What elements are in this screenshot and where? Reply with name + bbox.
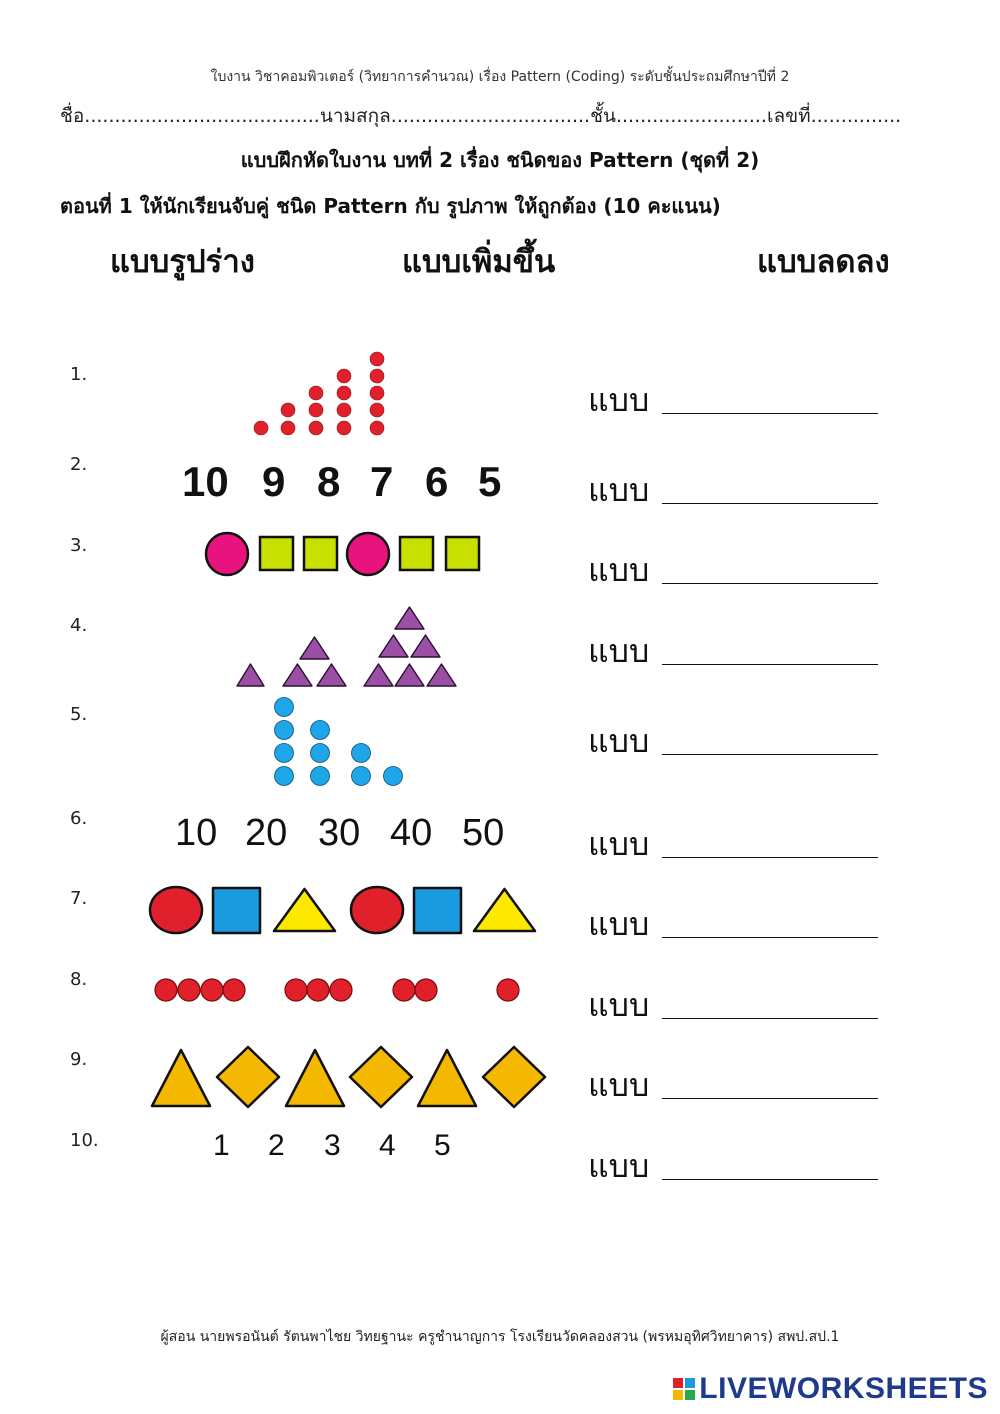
student-info-line: ชื่อ.......................................นามสกุล.................................ชั้น.........................เลขที่............... <box>60 105 902 127</box>
dot <box>281 403 295 417</box>
answer-blank-2[interactable] <box>588 456 878 508</box>
triangle <box>395 664 424 686</box>
triangle-shape <box>418 1050 476 1106</box>
answer-line[interactable] <box>662 1018 878 1019</box>
dot <box>309 403 323 417</box>
answer-blank-9[interactable] <box>588 1051 878 1103</box>
sequence-number: 50 <box>462 812 505 854</box>
decreasing-dots-image <box>268 692 408 790</box>
dot <box>370 403 384 417</box>
sequence-number: 10 <box>182 458 229 505</box>
circle-shape <box>347 533 389 575</box>
square-shape <box>400 537 433 570</box>
answer-line[interactable] <box>662 1098 878 1099</box>
dot <box>309 421 323 435</box>
item-number: 5. <box>70 704 88 725</box>
sequence-number: 5 <box>434 1129 451 1162</box>
dot <box>330 979 352 1001</box>
dot <box>201 979 223 1001</box>
sequence-number: 1 <box>213 1129 230 1162</box>
sequence-number: 20 <box>245 812 288 854</box>
answer-label: แบบ <box>588 1147 650 1185</box>
dot <box>155 979 177 1001</box>
option-decreasing-pattern[interactable]: แบบลดลง <box>757 244 890 280</box>
increasing-triangles-image <box>232 602 462 690</box>
square-shape <box>304 537 337 570</box>
answer-label: แบบ <box>588 632 650 670</box>
liveworksheets-icon <box>673 1378 695 1400</box>
dot <box>352 767 371 786</box>
triangle-shape <box>274 889 335 931</box>
answer-label: แบบ <box>588 1066 650 1104</box>
answer-label: แบบ <box>588 986 650 1024</box>
triangle <box>379 635 408 657</box>
circle-shape <box>206 533 248 575</box>
worksheet-subject-line: ใบงาน วิชาคอมพิวเตอร์ (วิทยาการคำนวณ) เรื่อง Pattern (Coding) ระดับชั้นประถมศึกษาปีที่ 2 <box>210 69 790 85</box>
shape-pattern-circle-square-triangle <box>146 883 538 939</box>
dot <box>311 744 330 763</box>
item-number: 4. <box>70 615 88 636</box>
square-shape <box>414 888 461 933</box>
answer-label: แบบ <box>588 905 650 943</box>
dot <box>370 352 384 366</box>
triangle <box>317 664 346 686</box>
item-number: 8. <box>70 969 88 990</box>
answer-blank-3[interactable] <box>588 536 878 588</box>
item-number: 10. <box>70 1130 99 1151</box>
answer-blank-7[interactable] <box>588 890 878 942</box>
dot <box>337 369 351 383</box>
item-number: 3. <box>70 535 88 556</box>
triangle <box>427 664 456 686</box>
dot <box>370 386 384 400</box>
square-shape <box>213 888 260 933</box>
answer-line[interactable] <box>662 937 878 938</box>
dot <box>337 386 351 400</box>
answer-blank-5[interactable] <box>588 707 878 759</box>
sequence-number: 30 <box>318 812 361 854</box>
triangle-shape <box>286 1050 344 1106</box>
liveworksheets-logo[interactable] <box>673 1372 988 1406</box>
dot <box>497 979 519 1001</box>
brand-name: LIVEWORKSHEETS <box>699 1372 988 1405</box>
shape-pattern-triangle-diamond <box>148 1044 548 1110</box>
sequence-number: 2 <box>268 1129 285 1162</box>
worksheet-title: แบบฝึกหัดใบงาน บทที่ 2 เรื่อง ชนิดของ Pattern (ชุดที่ 2) <box>240 148 760 172</box>
sequence-number: 9 <box>262 458 286 505</box>
dot <box>370 369 384 383</box>
answer-label: แบบ <box>588 551 650 589</box>
answer-line[interactable] <box>662 754 878 755</box>
sequence-number: 4 <box>379 1129 396 1162</box>
decreasing-dot-groups-image <box>152 975 524 1005</box>
diamond-shape <box>483 1047 545 1107</box>
answer-label: แบบ <box>588 825 650 863</box>
diamond-shape <box>217 1047 279 1107</box>
dot <box>384 767 403 786</box>
sequence-number: 10 <box>175 812 218 854</box>
answer-line[interactable] <box>662 503 878 504</box>
dot <box>281 421 295 435</box>
dot <box>352 744 371 763</box>
item-number: 2. <box>70 454 88 475</box>
answer-line[interactable] <box>662 413 878 414</box>
triangle <box>395 607 424 629</box>
answer-line[interactable] <box>662 857 878 858</box>
item-number: 6. <box>70 808 88 829</box>
square-shape <box>260 537 293 570</box>
dot <box>254 421 268 435</box>
answer-blank-1[interactable] <box>588 366 878 418</box>
dot <box>309 386 323 400</box>
dot <box>307 979 329 1001</box>
dot <box>337 421 351 435</box>
circle-shape <box>351 887 403 933</box>
answer-line[interactable] <box>662 664 878 665</box>
dot <box>415 979 437 1001</box>
answer-label: แบบ <box>588 722 650 760</box>
dot <box>223 979 245 1001</box>
sequence-number: 3 <box>324 1129 341 1162</box>
dot <box>178 979 200 1001</box>
dot <box>275 767 294 786</box>
square-shape <box>446 537 479 570</box>
dot <box>275 721 294 740</box>
dot <box>393 979 415 1001</box>
dot <box>275 698 294 717</box>
option-increasing-pattern[interactable]: แบบเพิ่มขึ้น <box>402 244 556 280</box>
dot <box>285 979 307 1001</box>
sequence-number: 40 <box>390 812 433 854</box>
instruction: ตอนที่ 1 ให้นักเรียนจับคู่ ชนิด Pattern กับ รูปภาพ ให้ถูกต้อง (10 คะแนน) <box>60 194 721 218</box>
diamond-shape <box>350 1047 412 1107</box>
sequence-number: 6 <box>425 458 449 505</box>
answer-label: แบบ <box>588 381 650 419</box>
sequence-number: 8 <box>317 458 341 505</box>
triangle <box>237 664 264 686</box>
answer-blank-6[interactable] <box>588 810 878 862</box>
teacher-credit: ผู้สอน นายพรอนันต์ รัตนพาไชย วิทยฐานะ ครูชำนาญการ โรงเรียนวัดคลองสวน (พรหมอุทิศวิทยาคาร) สพป.สป.1 <box>160 1329 840 1345</box>
dot <box>311 767 330 786</box>
triangle <box>411 635 440 657</box>
answer-blank-10[interactable] <box>588 1132 878 1184</box>
dot <box>275 744 294 763</box>
answer-blank-8[interactable] <box>588 971 878 1023</box>
dot <box>311 721 330 740</box>
answer-line[interactable] <box>662 583 878 584</box>
answer-blank-4[interactable] <box>588 617 878 669</box>
sequence-number: 7 <box>370 458 394 505</box>
item-number: 7. <box>70 888 88 909</box>
increasing-dots-image <box>240 345 400 440</box>
answer-line[interactable] <box>662 1179 878 1180</box>
triangle-shape <box>152 1050 210 1106</box>
option-shape-pattern[interactable]: แบบรูปร่าง <box>110 244 255 280</box>
sequence-number: 5 <box>478 458 502 505</box>
dot <box>337 403 351 417</box>
item-number: 9. <box>70 1049 88 1070</box>
triangle <box>364 664 393 686</box>
triangle-shape <box>474 889 535 931</box>
triangle <box>300 637 329 659</box>
dot <box>370 421 384 435</box>
item-number: 1. <box>70 364 88 385</box>
shape-pattern-circle-square <box>200 528 485 580</box>
triangle <box>283 664 312 686</box>
circle-shape <box>150 887 202 933</box>
answer-label: แบบ <box>588 471 650 509</box>
